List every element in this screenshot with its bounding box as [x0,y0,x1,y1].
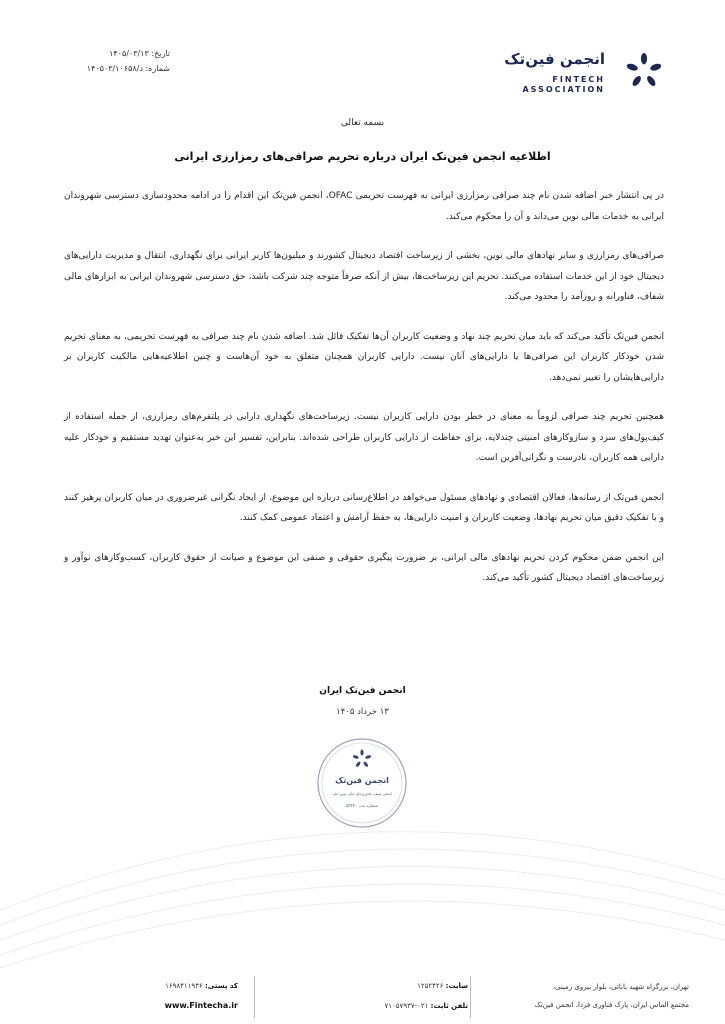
document-footer [0,968,725,1024]
paragraph: همچنین تحریم چند صرافی لزوماً به معنای در خطر بودن دارایی کاربران نیست. زیرساخت‌های نگهداری دارایی در پلتفرم‌های رمزارزی، از جمله استفاده از کیف‌پول‌های سرد و سازوکارهای امنیتی چندلایه، برای حفاظت از دارایی کاربران طراحی شده‌اند. بنابراین، تفسیر این خبر به‌عنوان تهدید مستقیم و خودکار علیه دارایی همه کاربران، نادرست و نگرانی‌آفرین است. [64,412,664,463]
seal-subtitle: انجمن صنفی فناوری‌های مالی نوین ملی [332,792,392,796]
number-line: شماره: د/۱۴۰۵۰۳/۱۰۶۵۸ [86,64,170,73]
seal-name: انجمن فین‌تک [335,776,389,785]
signature-block [0,686,725,717]
postal-label: کد پستی: [204,982,238,990]
postal-value: ۱۶۹۸۴۱۱۹۳۶ [165,982,203,990]
address-line-2: مجتمع الماس ایران، پارک فناوری فردا، انجمن فین‌تک [534,1001,689,1009]
paragraph: در پی انتشار خبر اضافه شدن نام چند صرافی رمزارزی ایرانی به فهرست تحریمی OFAC، انجمن فین‌تک این اقدام را در ادامه محدودسازی دسترسی شهروندان ایرانی به خدمات مالی نوین می‌داند و آن را محکوم می‌کند. [64,191,664,222]
official-seal [316,737,408,829]
paragraph: صرافی‌های رمزارزی و سایر نهادهای مالی نوین، بخشی از زیرساخت اقتصاد دیجیتال کشورند و میلیون‌ها کاربر ایرانی برای نگهداری، انتقال و مدیریت دارایی‌های دیجیتال خود از این خدمات استفاده می‌کنند. تحریم این زیرساخت‌ها، بیش از آنکه صرفاً متوجه چند شرکت باشد، حق دسترسی شهروندان ایرانی به ابزارهای مالی شفاف، فناورانه و روزآمد را محدود می‌کند. [64,251,664,302]
document-body [64,186,664,608]
phone-value: ۰۲۱-۷۱۰۵۷۹۳۷ [384,1002,429,1010]
date-line: تاریخ: ۱۴۰۵/۰۳/۱۳ [109,49,170,58]
footer-divider [254,976,255,1018]
footer-address [489,978,689,1014]
phone-label: تلفن ثابت: [430,1002,468,1010]
document-meta [60,46,170,76]
document-title: اطلاعیه انجمن فین‌تک ایران درباره تحریم صرافی‌های رمزارزی ایرانی [174,150,551,163]
signature-name: انجمن فین‌تک ایران [319,686,406,696]
paragraph: انجمن فین‌تک از رسانه‌ها، فعالان اقتصادی و نهادهای مسئول می‌خواهد در اطلاع‌رسانی درباره این موضوع، از ایجاد نگرانی غیرضروری در میان کاربران پرهیز کنند و با تفکیک دقیق میان تحریم نهادها، وضعیت کاربران و امنیت دارایی‌ها، به حفظ آرامش و اعتماد عمومی کمک کنند. [64,492,664,523]
logo-english-text-1: FINTECH [552,75,605,84]
footer-postal [70,976,238,1016]
bismillah: بسمه تعالی [340,118,385,128]
logo-english-text-2: ASSOCIATION [522,85,605,94]
website-value: ۱۲۵۲۴۲۶ [417,982,444,990]
footer-contact [300,976,468,1016]
paragraph: انجمن فین‌تک تأکید می‌کند که باید میان تحریم چند نهاد و وضعیت کاربران آن‌ها تفکیک قائل شد. اضافه شدن نام چند صرافی به فهرست تحریمی، به معنای تحریم شدن خودکار کاربران این صرافی‌ها یا دارایی‌های آنان نیست. دارایی کاربران همچنان متعلق به خود آن‌هاست و چنین اطلاعیه‌هایی مالکیت کاربران بر دارایی‌هایشان را تغییر نمی‌دهد. [64,331,664,383]
address-line-1: تهران، بزرگراه شهید بابائی، بلوار نیروی زمینی، [552,983,689,991]
website-label: سایت: [445,982,468,990]
logo-petal-icon [625,52,663,90]
seal-registration: شماره ثبت ۵۴۴۴۰ [346,803,378,808]
footer-divider [470,976,471,1018]
fintech-logo [483,48,663,98]
website-link[interactable]: www.Fintecha.ir [164,1001,238,1010]
logo-persian-text: انجمن فین‌تک [504,50,605,68]
signature-date: ۱۳ خرداد ۱۴۰۵ [336,707,389,717]
paragraph: این انجمن ضمن محکوم کردن تحریم نهادهای مالی ایرانی، بر ضرورت پیگیری حقوقی و صنفی این موضوع و صیانت از حقوق کاربران، کسب‌وکارهای نوآور و زیرساخت‌های اقتصاد دیجیتال کشور تأکید می‌کند. [64,552,664,583]
